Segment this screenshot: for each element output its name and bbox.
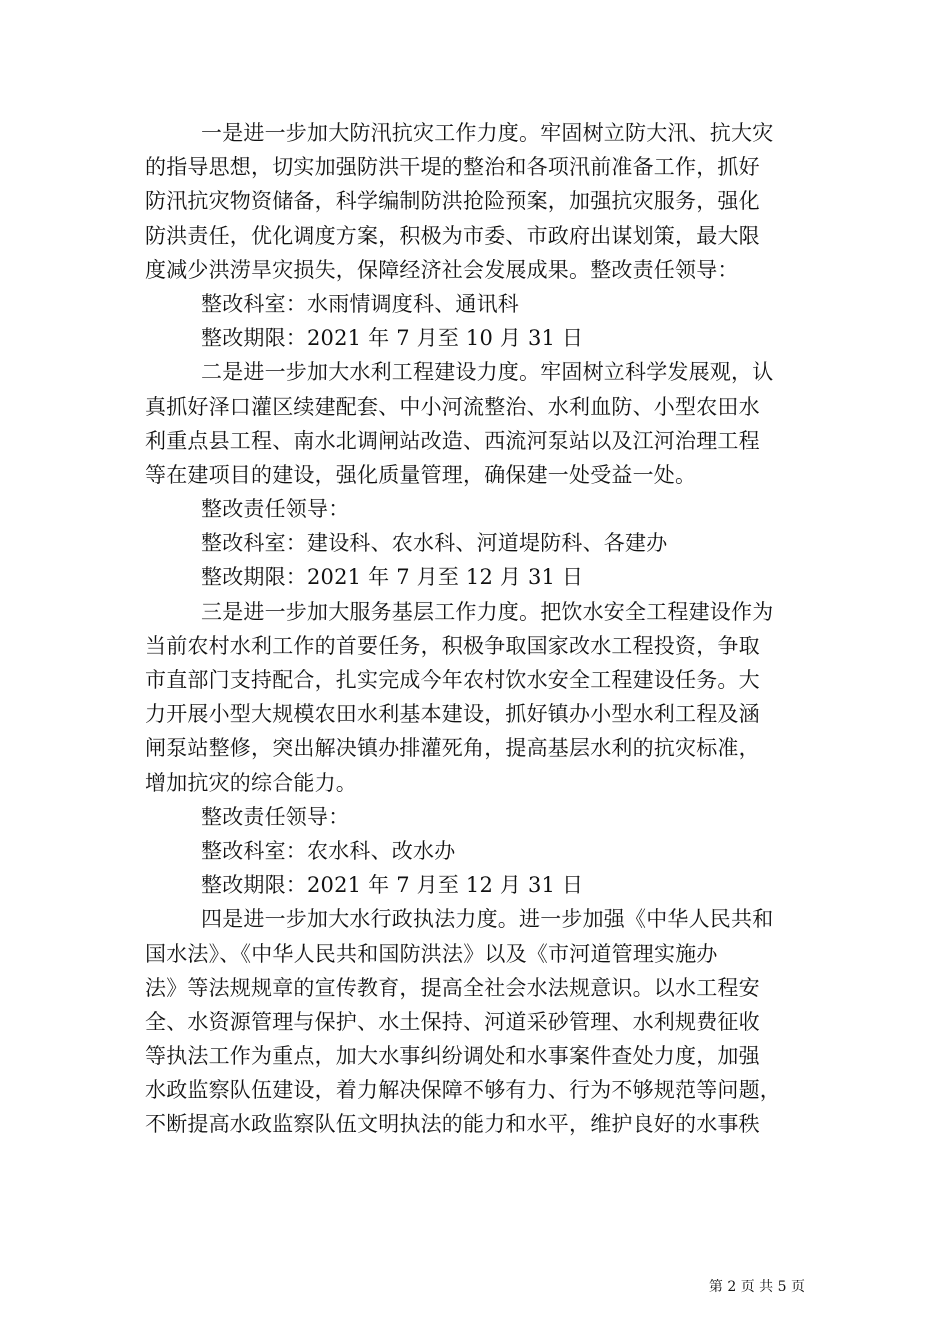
text-line: 整改责任领导： [201, 804, 350, 829]
page-number-footer: 第 2 页 共 5 页 [708, 1279, 805, 1295]
text-line: 市直部门支持配合，扎实完成今年农村饮水安全工程建设任务。大 [145, 668, 760, 692]
text-line: 全、水资源管理与保护、水土保持、河道采砂管理、水利规费征收 [145, 1009, 760, 1034]
text-line: 防汛抗灾物资储备，科学编制防洪抢险预案，加强抗灾服务，强化 [145, 189, 760, 214]
text-line: 整改期限：2021 年 7 月至 12 月 31 日 [201, 565, 584, 590]
text-line: 三是进一步加大服务基层工作力度。把饮水安全工程建设作为 [201, 599, 774, 624]
text-line: 的指导思想，切实加强防洪干堤的整治和各项汛前准备工作，抓好 [145, 155, 760, 180]
text-line: 真抓好泽口灌区续建配套、中小河流整治、水利血防、小型农田水 [145, 394, 760, 419]
text-line: 国水法》、《中华人民共和国防洪法》以及《市河道管理实施办 [145, 941, 718, 966]
text-line: 当前农村水利工作的首要任务，积极争取国家改水工程投资，争取 [145, 633, 760, 658]
text-line: 不断提高水政监察队伍文明执法的能力和水平，维护良好的水事秩 [145, 1112, 760, 1137]
text-line: 增加抗灾的综合能力。 [145, 770, 357, 795]
text-line: 一是进一步加大防汛抗灾工作力度。牢固树立防大汛、抗大灾 [201, 121, 774, 145]
text-line: 闸泵站整修，突出解决镇办排灌死角，提高基层水利的抗灾标准， [145, 736, 760, 761]
text-line: 整改期限：2021 年 7 月至 12 月 31 日 [201, 873, 584, 898]
text-line: 整改责任领导： [201, 497, 350, 522]
text-line: 等执法工作为重点，加大水事纠纷调处和水事案件查处力度，加强 [145, 1044, 760, 1069]
text-line: 整改科室：农水科、改水办 [201, 838, 456, 863]
text-line: 整改期限：2021 年 7 月至 10 月 31 日 [201, 326, 584, 351]
text-line: 力开展小型大规模农田水利基本建设，抓好镇办小型水利工程及涵 [145, 702, 760, 727]
text-line: 整改科室：水雨情调度科、通讯科 [201, 291, 519, 316]
text-line: 防洪责任，优化调度方案，积极为市委、市政府出谋划策，最大限 [145, 223, 760, 248]
text-line: 利重点县工程、南水北调闸站改造、西流河泵站以及江河治理工程 [145, 428, 760, 453]
text-line: 二是进一步加大水利工程建设力度。牢固树立科学发展观，认 [201, 360, 774, 385]
text-line: 水政监察队伍建设，着力解决保障不够有力、行为不够规范等问题， [145, 1078, 781, 1103]
text-line: 等在建项目的建设，强化质量管理，确保建一处受益一处。 [145, 462, 697, 487]
text-line: 整改科室：建设科、农水科、河道堤防科、各建办 [201, 531, 668, 556]
text-line: 法》等法规规章的宣传教育，提高全社会水法规意识。以水工程安 [145, 975, 760, 1000]
text-line: 度减少洪涝旱灾损失，保障经济社会发展成果。整改责任领导： [145, 257, 739, 282]
document-body [145, 116, 805, 1142]
text-line: 四是进一步加大水行政执法力度。进一步加强《中华人民共和 [201, 907, 774, 932]
